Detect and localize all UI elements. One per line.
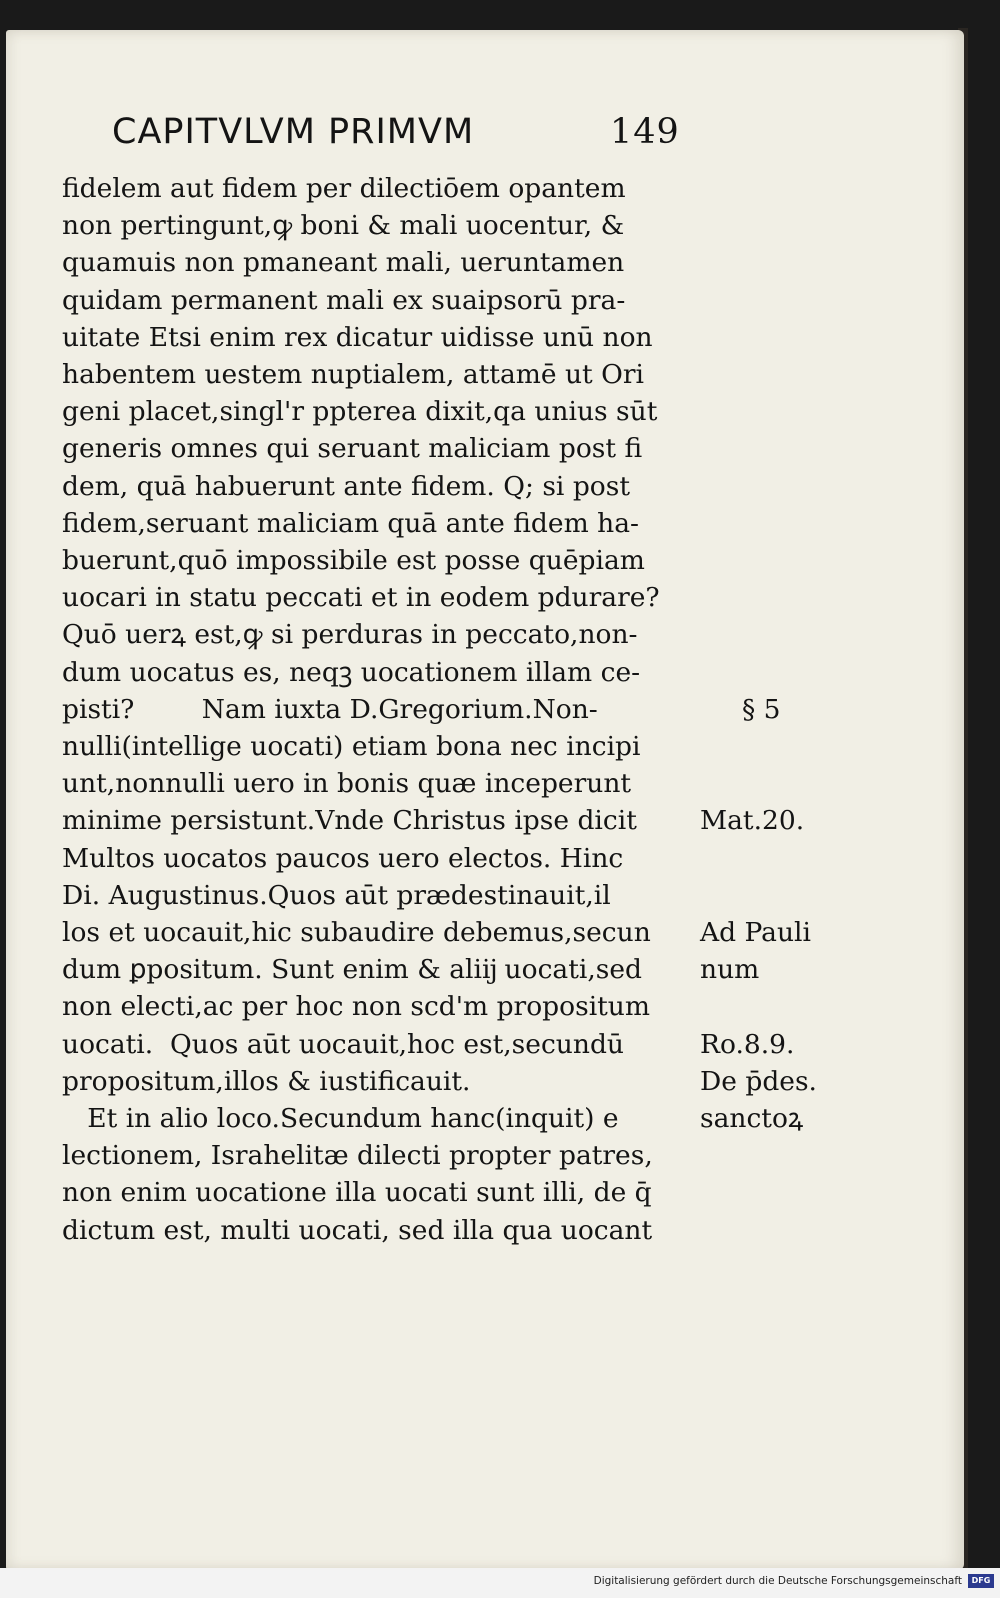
text-line: quamuis non pmaneant mali, ueruntamen [62, 247, 625, 279]
marginal-note-ad-paulinum-1: Ad Pauli [700, 917, 811, 948]
marginal-note-ad-paulinum-2: num [700, 954, 760, 985]
text-line: fidem,seruant maliciam quā ante fidem ha- [62, 507, 639, 539]
text-line: propositum,illos & iustificauit. [62, 1065, 471, 1097]
text-line: generis omnes qui seruant maliciam post fi [62, 433, 643, 465]
text-line: dictum est, multi uocati, sed illa qua uocant [62, 1214, 653, 1246]
text-line: non pertingunt,ꝙ boni & mali uocentur, & [62, 210, 625, 242]
text-line: Quō uerꝝ est,ꝙ si perduras in peccato,non- [62, 619, 638, 651]
text-line: buerunt,quō impossibile est posse quēpiam [62, 545, 645, 577]
text-line: dum ꝑpositum. Sunt enim & aliĳ uocati,sed [62, 954, 642, 986]
text-line: los et uocauit,hic subaudire debemus,secun [62, 917, 651, 949]
text-line: lectionem, Israhelitæ dilecti propter patres, [62, 1140, 653, 1172]
marginal-note-de-praedes: De p̄des. [700, 1066, 817, 1097]
text-line: Et in alio loco.Secundum hanc(inquit) e [62, 1103, 619, 1135]
text-line: uitate Etsi enim rex dicatur uidisse unū non [62, 321, 653, 353]
text-line: geni placet,singl'r ppterea dixit,qa unius sūt [62, 396, 658, 428]
text-line: nulli(intellige uocati) etiam bona nec incipi [62, 731, 641, 763]
page-header [112, 112, 712, 160]
text-line: Multos uocatos paucos uero electos. Hinc [62, 842, 624, 874]
section-mark: § 5 [742, 694, 781, 725]
text-line: uocari in statu peccati et in eodem pdurare? [62, 582, 660, 614]
dfg-logo: DFG [968, 1574, 994, 1588]
digitization-footer [0, 1568, 1000, 1598]
text-line: quidam permanent mali ex suaipsorū pra- [62, 284, 626, 316]
marginal-note-ro: Ro.8.9. [700, 1029, 795, 1060]
text-line: dum uocatus es, neqꝫ uocationem illam ce- [62, 656, 641, 688]
text-line: uocati. Quos aūt uocauit,hoc est,secundū [62, 1028, 624, 1060]
funding-credit: Digitalisierung gefördert durch die Deutsche Forschungsgemeinschaft [593, 1575, 962, 1587]
text-line: unt,nonnulli uero in bonis quæ inceperunt [62, 768, 632, 800]
text-line: fidelem aut fidem per dilectiōem opantem [62, 173, 626, 204]
text-line: habentem uestem nuptialem, attamē ut Ori [62, 359, 644, 391]
text-line: pisti? Nam iuxta D.Gregorium.Non- [62, 693, 598, 725]
marginal-note-mat: Mat.20. [700, 805, 805, 836]
main-text-block [62, 170, 722, 1249]
text-line: non electi,ac per hoc non scd'm propositum [62, 991, 651, 1023]
text-line: minime persistunt.Vnde Christus ipse dicit [62, 805, 637, 837]
text-line: non enim uocatione illa uocati sunt illi, de q̄ [62, 1177, 652, 1209]
running-title: CAPITVLVM PRIMVM [112, 112, 475, 152]
page-number: 149 [610, 112, 680, 152]
text-line: dem, quā habuerunt ante fidem. Q; si post [62, 470, 630, 502]
marginal-note-sanctorum: sanctoꝝ [700, 1103, 804, 1134]
text-line: Di. Augustinus.Quos aūt prædestinauit,il [62, 879, 611, 911]
